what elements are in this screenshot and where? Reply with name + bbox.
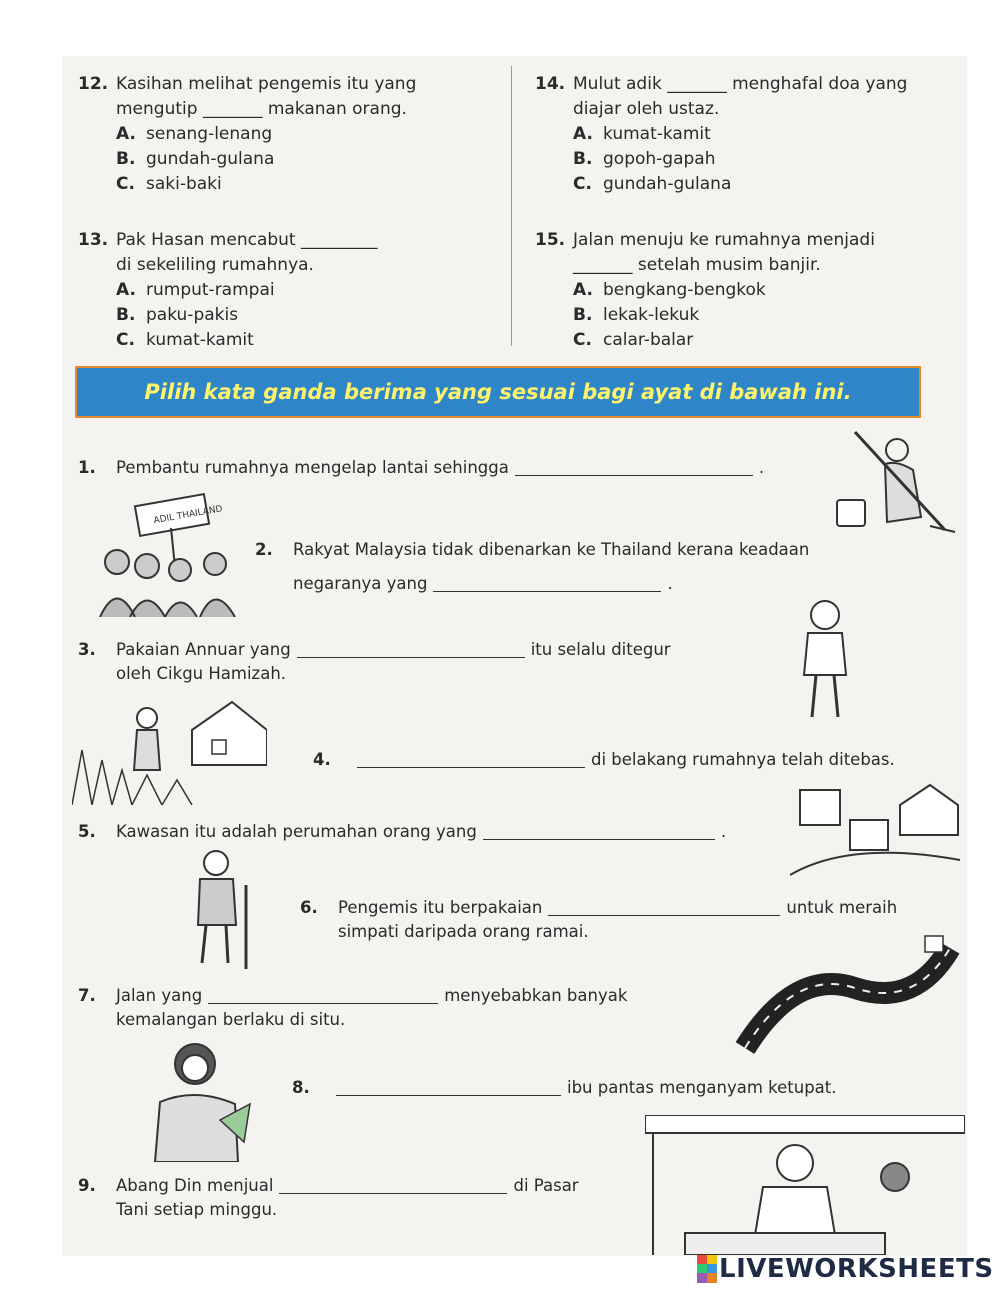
option-b[interactable]: B. lekak-lekuk (573, 305, 700, 325)
protest-crowd-illustration (95, 492, 250, 617)
fill-question-8: 8. ibu pantas menganyam ketupat. (292, 1078, 837, 1097)
question-text: Mulut adik _______ menghafal doa yang (573, 74, 908, 94)
fill-question-7-line2: kemalangan berlaku di situ. (116, 1010, 346, 1029)
option-a[interactable]: A. bengkang-bengkok (573, 280, 766, 300)
question-13 (78, 228, 508, 353)
man-cutting-grass-illustration (72, 690, 267, 805)
question-text: di sekeliling rumahnya. (116, 255, 314, 275)
logo-mark-icon (697, 1255, 717, 1283)
answer-input-8[interactable] (336, 1081, 561, 1096)
question-12 (78, 72, 508, 197)
fill-question-5: 5. Kawasan itu adalah perumahan orang yang . (78, 822, 727, 841)
hillside-houses-illustration (790, 780, 960, 880)
question-number: 13. (78, 230, 109, 250)
answer-input-7[interactable] (208, 989, 438, 1004)
question-text: Pak Hasan mencabut _________ (116, 230, 378, 250)
fill-question-2-line2: negaranya yang . (293, 574, 673, 593)
fill-question-3-line2: oleh Cikgu Hamizah. (116, 664, 287, 683)
boy-illustration (790, 595, 860, 725)
option-b[interactable]: B. gundah-gulana (116, 149, 275, 169)
winding-road-illustration (735, 928, 960, 1068)
fill-question-7: 7. Jalan yang menyebabkan banyak (78, 986, 628, 1005)
fill-question-3: 3. Pakaian Annuar yang itu selalu ditegur (78, 640, 671, 659)
beggar-illustration (178, 845, 263, 970)
option-b[interactable]: B. paku-pakis (116, 305, 239, 325)
answer-input-4[interactable] (357, 753, 585, 768)
instruction-banner (75, 366, 921, 418)
fill-question-9: 9. Abang Din menjual di Pasar (78, 1176, 579, 1195)
liveworksheets-logo (697, 1254, 994, 1284)
question-number: 12. (78, 74, 109, 94)
answer-input-3[interactable] (297, 643, 525, 658)
question-15 (535, 228, 965, 353)
fill-question-2: 2. Rakyat Malaysia tidak dibenarkan ke Thailand kerana keadaan (255, 540, 810, 559)
fill-question-6: 6. Pengemis itu berpakaian untuk meraih (300, 898, 898, 917)
answer-input-6[interactable] (548, 901, 780, 916)
question-number: 14. (535, 74, 566, 94)
fill-question-6-line2: simpati daripada orang ramai. (338, 922, 589, 941)
question-text: mengutip _______ makanan orang. (116, 99, 407, 119)
option-b[interactable]: B. gopoh-gapah (573, 149, 716, 169)
option-c[interactable]: C. calar-balar (573, 330, 694, 350)
question-text: _______ setelah musim banjir. (573, 255, 821, 275)
fill-question-4: 4. di belakang rumahnya telah ditebas. (313, 750, 895, 769)
question-14 (535, 72, 965, 197)
answer-input-9[interactable] (279, 1179, 507, 1194)
answer-input-1[interactable] (515, 461, 753, 476)
question-text: Jalan menuju ke rumahnya menjadi (573, 230, 875, 250)
fill-question-9-line2: Tani setiap minggu. (116, 1200, 278, 1219)
question-text: Kasihan melihat pengemis itu yang (116, 74, 417, 94)
option-c[interactable]: C. gundah-gulana (573, 174, 732, 194)
woman-weaving-ketupat-illustration (140, 1032, 255, 1162)
mopping-woman-illustration (835, 422, 960, 537)
question-text: diajar oleh ustaz. (573, 99, 720, 119)
logo-text: LIVEWORKSHEETS (719, 1254, 994, 1284)
instruction-text: Pilih kata ganda berima yang sesuai bagi ayat di bawah ini. (144, 380, 852, 404)
option-c[interactable]: C. kumat-kamit (116, 330, 254, 350)
answer-input-5[interactable] (483, 825, 715, 840)
option-a[interactable]: A. rumput-rampai (116, 280, 275, 300)
market-vendor-illustration (645, 1115, 965, 1255)
column-divider (511, 66, 512, 346)
option-c[interactable]: C. saki-baki (116, 174, 222, 194)
option-a[interactable]: A. senang-lenang (116, 124, 273, 144)
protest-sign-text: ADIL THAILAND (152, 504, 224, 527)
fill-question-1: 1. Pembantu rumahnya mengelap lantai sehingga . (78, 458, 765, 477)
option-a[interactable]: A. kumat-kamit (573, 124, 711, 144)
answer-input-2[interactable] (433, 577, 661, 592)
question-number: 15. (535, 230, 566, 250)
